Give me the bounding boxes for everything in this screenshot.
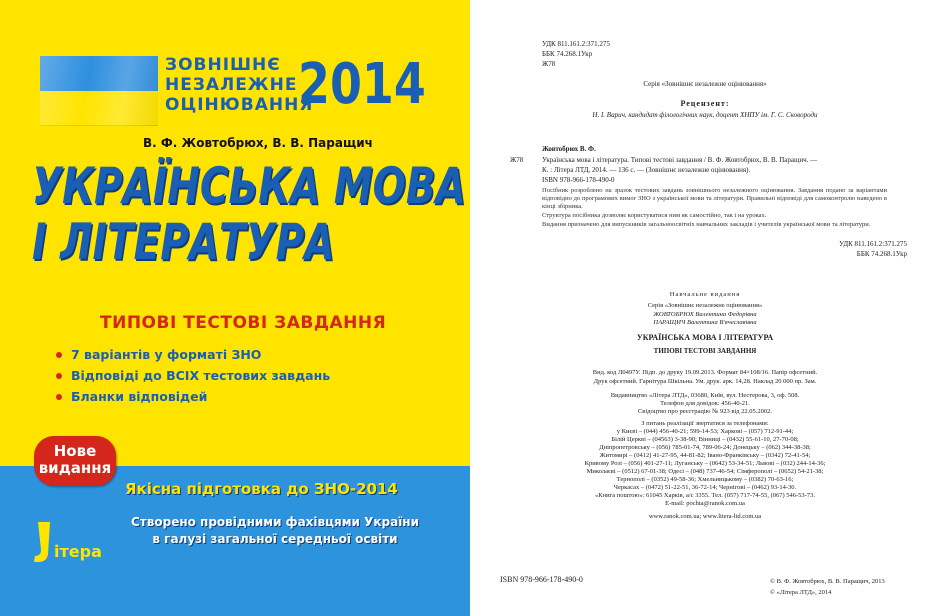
feature-item bbox=[56, 346, 330, 364]
reviewer-name: Н. І. Варич, кандидат філологічних наук, доцент ХНПУ ім. Г. С. Сковороди bbox=[592, 111, 818, 119]
badge-line-1: Нове bbox=[53, 442, 97, 460]
author-full-1: ЖОВТОБРЮХ Валентина Федорівна bbox=[653, 311, 757, 318]
zno-line-1: ЗОВНІШНЄ bbox=[165, 55, 281, 75]
phone-line: Житомирі – (0412) 41-27-95, 44-81-82; Івано-Франківську – (0342) 72-41-54; bbox=[599, 452, 811, 459]
cover-title-line-1: УКРАЇНСЬКА МОВА bbox=[32, 157, 466, 215]
cover-prep-tagline: Якісна підготовка до ЗНО-2014 bbox=[125, 480, 398, 498]
bbk-code-2: ББК 74.268.1Укр bbox=[856, 250, 907, 258]
abstract-paragraph-2: Структура посібника дозволяє користуватися ним як самостійно, так і на уроках. bbox=[542, 212, 767, 219]
publisher-info-2: Телефон для довідок: 456-40-21. bbox=[660, 400, 750, 407]
feature-item bbox=[56, 367, 330, 385]
cover-title bbox=[32, 158, 466, 270]
phone-line: Миколаєві – (0512) 67-01-38; Одесі – (048) 737-46-54; Сімферополі – (0652) 54-21-38; bbox=[586, 468, 824, 475]
catalog-isbn: ISBN 978-966-178-490-0 bbox=[542, 176, 615, 184]
litera-logo-icon bbox=[32, 520, 122, 566]
feature-item bbox=[56, 388, 330, 406]
print-info-2: Друк офсетний. Гарнітура Шкільна. Ум. друк. арк. 14,28. Наклад 20 000 пр. Зам. bbox=[593, 378, 817, 385]
created-line-2: в галузі загальної середньої освіти bbox=[152, 532, 398, 546]
zno-label bbox=[165, 55, 313, 115]
phone-line: Черкасах – (0472) 51-22-51, 36-72-14; Чернігові – (0462) 93-14-30. bbox=[613, 484, 797, 491]
new-edition-badge bbox=[34, 436, 116, 486]
imprint-page bbox=[470, 0, 940, 616]
bullet-icon bbox=[56, 352, 62, 358]
phone-line: Тернополі – (0352) 49-58-36; Хмельницькому – (0382) 70-63-16; bbox=[616, 476, 794, 483]
badge-line-2: видання bbox=[38, 459, 112, 477]
ukraine-flag-icon bbox=[40, 56, 158, 126]
title-caps: УКРАЇНСЬКА МОВА І ЛІТЕРАТУРА bbox=[636, 333, 774, 342]
author-mark: Ж78 bbox=[542, 60, 556, 68]
cover-year: 2014 bbox=[298, 52, 426, 117]
series-name: Серія «Зовнішнє незалежне оцінювання» bbox=[643, 80, 767, 88]
phone-line: у Києві – (044) 456-40-21; 599-14-53; Харкові – (057) 712-91-44; bbox=[616, 428, 794, 435]
abstract-paragraph-1: Посібник розроблено на зразок тестових завдань зовнішнього незалежного оцінювання. Завдання подано за варіантами відповідно до програмових вимог ЗНО з української мови та літератури. Правильні відповіді для самоконтролю наведено в кінці збірника. bbox=[542, 187, 887, 211]
bullet-icon bbox=[56, 394, 62, 400]
copyright-publisher: © «Літера ЛТД», 2014 bbox=[770, 589, 832, 596]
zno-line-2: НЕЗАЛЕЖНЕ bbox=[165, 75, 298, 95]
created-line-1: Створено провідними фахівцями України bbox=[131, 515, 419, 529]
catalog-author: Жовтобрюх В. Ф. bbox=[542, 145, 596, 153]
bullet-icon bbox=[56, 373, 62, 379]
series-name-2: Серія «Зовнішнє незалежне оцінювання» bbox=[647, 302, 763, 309]
cover-subtitle: ТИПОВІ ТЕСТОВІ ЗАВДАННЯ bbox=[100, 313, 387, 333]
feature-list bbox=[56, 346, 330, 409]
udk-code: УДК 811.161.2:371.275 bbox=[542, 40, 610, 48]
litera-mark-icon bbox=[32, 520, 54, 564]
print-info-1: Вид. код Л0497У. Підп. до друку 19.09.2013. Формат 84×108/16. Папір офсетний. bbox=[592, 369, 818, 376]
bbk-code: ББК 74.268.1Укр bbox=[542, 50, 593, 58]
copyright-authors: © В. Ф. Жовтобрюх, В. В. Паращич, 2013 bbox=[770, 578, 885, 585]
edition-type: Навчальне видання bbox=[669, 291, 741, 298]
subtitle-caps: ТИПОВІ ТЕСТОВІ ЗАВДАННЯ bbox=[653, 347, 757, 355]
phone-line: Дніпропетровську – (056) 785-01-74, 789-06-24; Донецьку – (062) 344-38-38; bbox=[599, 444, 811, 451]
catalog-entry-line-2: К. : Літера ЛТД, 2014. — 136 с. — (Зовнішнє незалежне оцінювання). bbox=[542, 166, 751, 174]
feature-text: Бланки відповідей bbox=[71, 389, 208, 404]
phones-heading: З питань реалізації звертатися за телефонами: bbox=[641, 420, 769, 427]
email-line: E-mail: pochta@ranok.com.ua bbox=[665, 500, 745, 507]
feature-text: Відповіді до ВСІХ тестових завдань bbox=[71, 368, 331, 383]
phone-line: Кривому Розі – (056) 401-27-11; Луганську – (0642) 53-34-51; Львові – (032) 244-14-36; bbox=[584, 460, 826, 467]
litera-logo-text: ітера bbox=[54, 542, 102, 561]
catalog-code: Ж78 bbox=[510, 156, 524, 164]
website-line: www.ranok.com.ua; www.litera-ltd.com.ua bbox=[648, 513, 762, 520]
cover-title-line-2: І ЛІТЕРАТУРА bbox=[32, 213, 335, 271]
phone-line: Білій Церкві – (04563) 3-38-90; Вінниці – (0432) 55-61-10, 27-70-08; bbox=[611, 436, 799, 443]
feature-text: 7 варіантів у форматі ЗНО bbox=[71, 347, 262, 362]
cover-created-by bbox=[130, 514, 420, 548]
isbn-bottom: ISBN 978-966-178-490-0 bbox=[500, 575, 583, 584]
author-full-2: ПАРАЩИЧ Валентина В'ячеславівна bbox=[653, 319, 757, 326]
publisher-info-1: Видавництво «Літера ЛТД», 03680, Київ, вул. Нестерова, 3, оф. 508. bbox=[610, 392, 800, 399]
catalog-entry-line-1: Українська мова і література. Типові тестові завдання / В. Ф. Жовтобрюх, В. В. Паращич. — bbox=[542, 156, 818, 164]
cover-authors: В. Ф. Жовтобрюх, В. В. Паращич bbox=[143, 136, 373, 150]
zno-line-3: ОЦІНЮВАННЯ bbox=[165, 95, 314, 115]
abstract-paragraph-3: Видання призначено для випускників загальноосвітніх навчальних закладів і учителів української мови та літератури. bbox=[542, 221, 871, 228]
phone-line: «Книга поштою»: 61045 Харків, а/с 3355. Тел. (057) 717-74-55, (067) 546-53-73. bbox=[595, 492, 815, 499]
publisher-info-3: Свідоцтво про реєстрацію № 923 від 22.05.2002. bbox=[637, 408, 773, 415]
reviewer-label: Рецензент: bbox=[680, 99, 730, 108]
udk-code-2: УДК 811.161.2:371.275 bbox=[839, 240, 907, 248]
